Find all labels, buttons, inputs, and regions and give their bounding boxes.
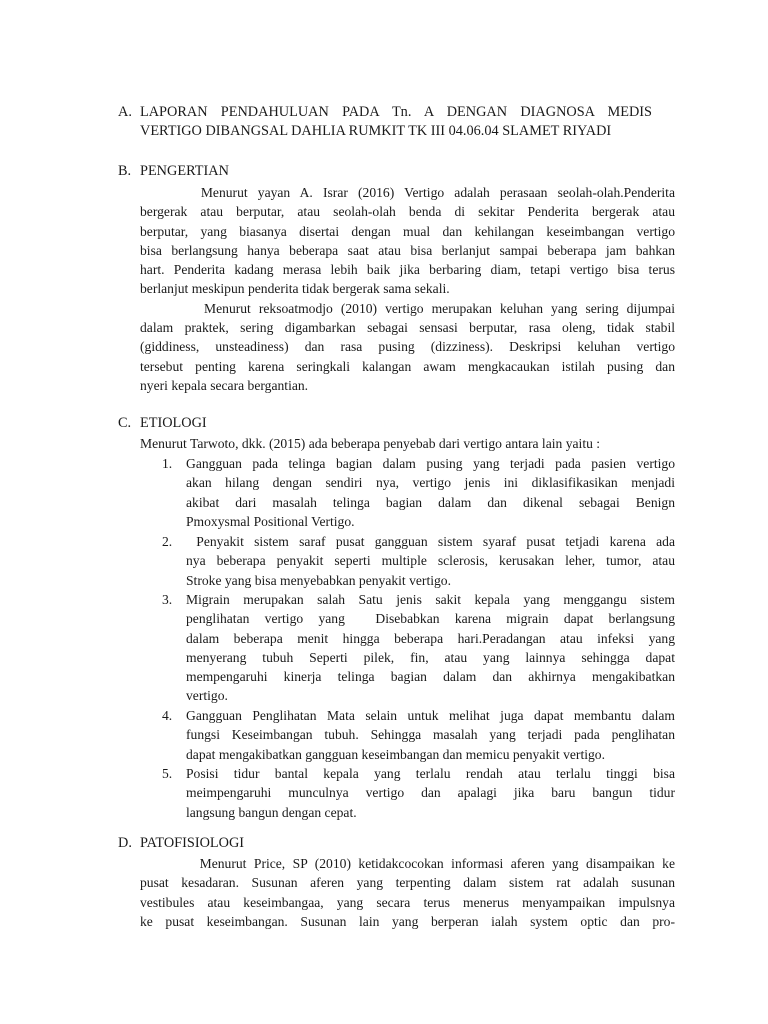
list-line: nya beberapa penyakit seperti multiple sclerosis, kerusakan leher, tumor, atau: [186, 553, 675, 569]
list-item-text: [186, 590, 675, 706]
paragraph-line: dalam praktek, sering digambarkan sebagai sensasi berputar, rasa oleng, tidak stabil: [140, 320, 675, 336]
list-line: Posisi tidur bantal kepala yang terlalu rendah atau terlalu tinggi bisa: [186, 766, 675, 781]
list-number: 2.: [162, 534, 173, 549]
list-line: menyerang tubuh Seperti pilek, fin, atau yang lainnya sehingga dapat: [186, 649, 675, 665]
section-letter: D.: [118, 835, 132, 851]
paragraph-line: pusat kesadaran. Susunan aferen yang terpenting dalam sistem rat adalah susunan: [140, 875, 675, 891]
section-letter: A.: [118, 104, 132, 120]
paragraph-line: berputar, yang biasanya disertai dengan mual dan kehilangan keseimbangan vertigo: [140, 223, 675, 239]
list-line: vertigo.: [186, 688, 228, 704]
section-d: [0, 834, 768, 929]
paragraph-line: vestibules atau keseimbangaa, yang secara terus menerus menyampaikan impulsnya: [140, 894, 675, 910]
list-line: Stroke yang bisa menyebabkan penyakit vertigo.: [186, 572, 452, 588]
list-line: dalam beberapa menit hingga beberapa hari.Peradangan atau infeksi yang: [186, 630, 675, 646]
paragraph: [140, 183, 675, 395]
paragraph-line: berlanjut meskipun penderita tidak bergerak sama sekali.: [140, 281, 450, 297]
list-number: 5.: [162, 766, 173, 781]
section-heading: ETIOLOGI: [140, 415, 207, 431]
list-number: 3.: [162, 592, 173, 607]
paragraph-line: hart. Penderita kadang merasa lebih baik jika berbaring diam, tetapi vertigo bisa terus: [140, 262, 675, 278]
list-item-text: [186, 532, 675, 590]
section-heading-line: VERTIGO DIBANGSAL DAHLIA RUMKIT TK III 04.06.04 SLAMET RIYADI: [140, 123, 612, 140]
section-b: [0, 162, 768, 393]
list-line: Penyakit sistem saraf pusat gangguan sistem syaraf pusat tetjadi karena ada: [186, 534, 675, 549]
section-heading: PATOFISIOLOGI: [140, 835, 245, 851]
paragraph: [140, 854, 675, 931]
list-number: 4.: [162, 708, 173, 723]
paragraph-line: ke pusat keseimbangan. Susunan lain yang berperan ialah system optic dan pro-: [140, 913, 675, 929]
list-line: akan hilang dengan sendiri nya, vertigo jenis ini diklasifikasikan menjadi: [186, 475, 675, 491]
section-letter: C.: [118, 415, 132, 431]
list-line: akibat dari masalah telinga bagian dalam dan dikenal sebagai Benign: [186, 494, 675, 510]
section-a: [0, 103, 768, 142]
paragraph-line: tersebut penting karena seringkali kalangan awam mengkacaukan istilah pusing dan: [140, 358, 675, 374]
section-heading-line: LAPORAN PENDAHULUAN PADA Tn. A DENGAN DIAGNOSA MEDIS: [140, 104, 652, 120]
paragraph-line: Menurut reksoatmodjo (2010) vertigo merupakan keluhan yang sering dijumpai: [140, 300, 675, 316]
list-line: mempengaruhi kinerja telinga bagian dalam dan akhirnya mengakibatkan: [186, 669, 675, 685]
list-line: Pmoxysmal Positional Vertigo.: [186, 513, 355, 529]
list-item-text: [186, 454, 675, 531]
list-line: penglihatan vertigo yang Disebabkan karena migrain dapat berlangsung: [186, 611, 675, 627]
section-letter: B.: [118, 163, 132, 179]
list-item-text: [186, 764, 675, 822]
list-line: Gangguan Penglihatan Mata selain untuk melihat juga dapat membantu dalam: [186, 708, 675, 723]
list-line: dapat mengakibatkan gangguan keseimbangan dan memicu penyakit vertigo.: [186, 746, 606, 762]
paragraph-line: (giddiness, unsteadiness) dan rasa pusing (dizziness). Deskripsi keluhan vertigo: [140, 339, 675, 355]
paragraph-line: Menurut Price, SP (2010) ketidakcocokan informasi aferen yang disampaikan ke: [140, 856, 675, 871]
paragraph-line: nyeri kepala secara bergantian.: [140, 377, 309, 393]
section-c: [0, 414, 768, 820]
list-line: meimpengaruhi munculnya vertigo dan apalagi jika baru bangun tidur: [186, 785, 675, 801]
list-item-text: [186, 706, 675, 764]
section-heading: PENGERTIAN: [140, 163, 229, 179]
paragraph-line: bergerak atau berputar, atau seolah-olah benda di sekitar Penderita bergerak atau: [140, 204, 675, 220]
list-number: 1.: [162, 456, 173, 471]
list-line: Migrain merupakan salah Satu jenis sakit kepala yang menggangu sistem: [186, 592, 675, 607]
paragraph-line: Menurut yayan A. Israr (2016) Vertigo adalah perasaan seolah-olah.Penderita: [140, 185, 675, 200]
intro-text: [140, 434, 675, 453]
list-line: fungsi Keseimbangan tubuh. Sehingga masalah yang terjadi pada penglihatan: [186, 727, 675, 743]
paragraph-line: bisa berlangsung hanya beberapa saat atau bisa berlanjut sampai beberapa jam bahkan: [140, 242, 675, 258]
list-line: langsung bangun dengan cepat.: [186, 804, 357, 820]
paragraph-line: Menurut Tarwoto, dkk. (2015) ada beberapa penyebab dari vertigo antara lain yaitu :: [140, 436, 601, 451]
list-line: Gangguan pada telinga bagian dalam pusing yang terjadi pada pasien vertigo: [186, 456, 675, 471]
